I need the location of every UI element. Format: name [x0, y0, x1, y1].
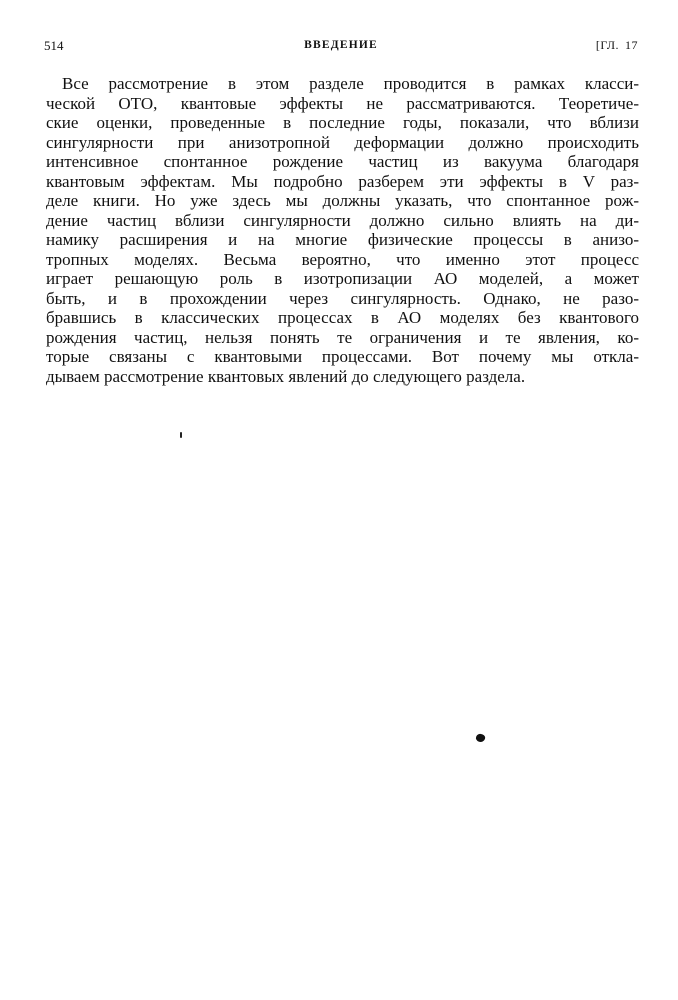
text-line: бравшись в классических процессах в АО моделях без квантового [46, 308, 639, 327]
text-line: ческой ОТО, квантовые эффекты не рассматриваются. Теоретиче- [46, 93, 639, 113]
running-head [44, 38, 638, 56]
chapter-number: 17 [625, 38, 638, 52]
chapter-label: [ГЛ. [595, 38, 619, 52]
text-line: ские оценки, проведенные в последние годы, показали, что вблизи [46, 113, 639, 132]
text-line: квантовым эффектам. Мы подробно разберем эти эффекты в V раз- [46, 171, 639, 191]
text-line: быть, и в прохождении через сингулярность. Однако, не разо- [46, 288, 639, 308]
text-line: дываем рассмотрение квантовых явлений до следующего раздела. [46, 366, 526, 386]
text-line: торые связаны с квантовыми процессами. Вот почему мы откла- [46, 347, 639, 366]
section-title: ВВЕДЕНИЕ [304, 39, 378, 51]
text-line: интенсивное спонтанное рождение частиц из вакуума благодаря [46, 152, 639, 171]
text-line: сингулярности при анизотропной деформации должно происходить [46, 132, 639, 152]
text-line: деле книги. Но уже здесь мы должны указать, что спонтанное рож- [46, 191, 639, 210]
text-line: играет решающую роль в изотропизации АО моделей, а может [46, 269, 639, 288]
text-line: Все рассмотрение в этом разделе проводится в рамках класси- [62, 74, 639, 93]
text-line: намику расширения и на многие физические процессы в анизо- [46, 230, 639, 249]
text-line: дение частиц вблизи сингулярности должно сильно влиять на ди- [46, 210, 639, 230]
page-number: 514 [44, 38, 64, 53]
scan-speck [180, 432, 182, 438]
text-line: тропных моделях. Весьма вероятно, что именно этот процесс [46, 249, 639, 269]
text-line: рождения частиц, нельзя понять те ограничения и те явления, ко- [46, 327, 639, 347]
chapter-reference [596, 38, 638, 53]
body-paragraph [46, 74, 639, 386]
ink-blot [475, 733, 486, 744]
